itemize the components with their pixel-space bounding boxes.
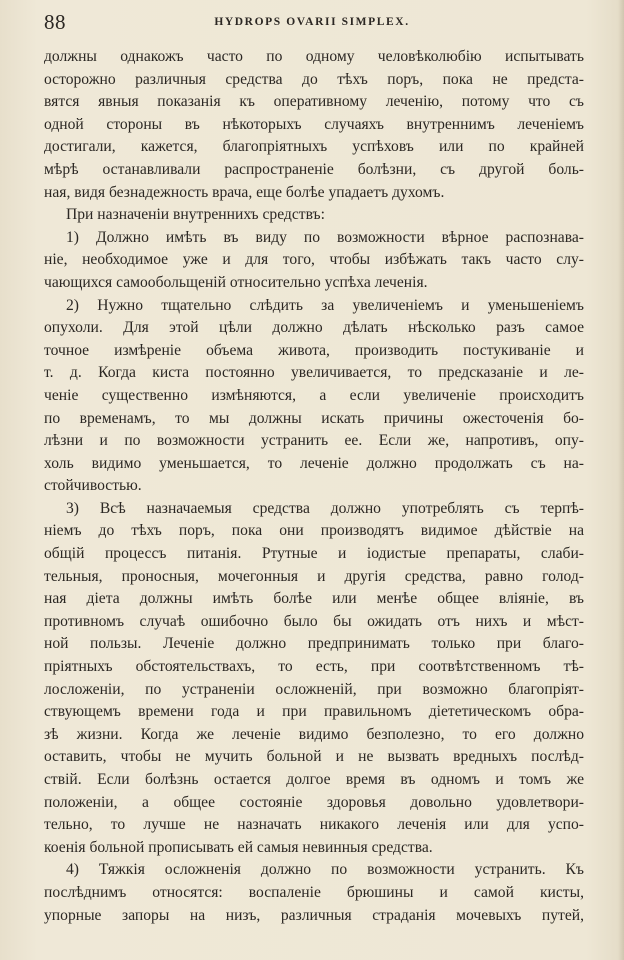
text-line: упорные запоры на низъ, различныя страданія мочевыхъ путей,: [44, 906, 584, 924]
text-line: оставить, чтобы не мучить больной и не вызвать вредныхъ послѣд-: [44, 748, 584, 766]
text-line: 1) Должно имѣть въ виду по возможности вѣрное распознава-: [66, 228, 584, 246]
text-line: вятся явныя показанія къ оперативному леченію, потому что съ: [44, 93, 584, 111]
text-line: лѣзни и по возможности устранить ее. Если же, напротивъ, опу-: [44, 432, 584, 450]
text-line: по временамъ, то мы должны искать причины ожесточенія бо-: [44, 409, 584, 427]
page-edge-shadow: [618, 0, 624, 960]
text-line: т. д. Когда киста постоянно увеличивается, то предсказаніе и ле-: [44, 364, 584, 382]
text-line: достигали, кажется, благопріятныхъ успѣховъ или по крайней: [44, 138, 584, 156]
body-text: [44, 46, 584, 927]
text-line: ніе, необходимое уже и для того, чтобы избѣжать такъ часто слу-: [44, 251, 584, 269]
text-line: 2) Нужно тщательно слѣдить за увеличеніемъ и уменьшеніемъ: [66, 296, 584, 314]
text-line: пріятныхъ обстоятельствахъ, то есть, при соотвѣтственномъ тѣ-: [44, 658, 584, 676]
text-line: общій процессъ питанія. Ртутные и іодистые препараты, слаби-: [44, 545, 584, 563]
text-line: ная діета должны имѣть болѣе или менѣе общее вліяніе, въ: [44, 590, 584, 608]
text-line: холь видимо уменьшается, то леченіе должно продолжать съ на-: [44, 454, 584, 472]
text-line: ствій. Если болѣзнь остается долгое время въ одномъ и томъ же: [44, 771, 584, 788]
text-line: опухоли. Для этой цѣли должно дѣлать нѣсколько разъ самое: [44, 319, 584, 337]
text-line: одной стороны въ нѣкоторыхъ случаяхъ внутреннимъ леченіемъ: [44, 115, 584, 133]
page-number: 88: [44, 10, 66, 34]
text-line: должны однакожъ часто по одному человѣколюбію испытывать: [44, 48, 584, 65]
page-header: [0, 10, 624, 40]
text-line: зѣ жизни. Когда же леченіе видимо безполезно, то его должно: [44, 725, 584, 743]
text-line: противномъ случаѣ ошибочно было бы ожидать отъ нихъ и мѣст-: [44, 612, 584, 630]
text-line: лосложеніи, по устраненіи осложненій, при возможно благопріят-: [44, 680, 584, 698]
text-line: послѣднимъ относятся: воспаленіе брюшины и самой кисты,: [44, 883, 584, 901]
text-line: ной пользы. Леченіе должно предпринимать только при благо-: [44, 635, 584, 653]
text-line: чающихся самообольщеній относительно успѣха леченія.: [44, 273, 428, 291]
text-line: 4) Тяжкія осложненія должно по возможности устранить. Къ: [66, 861, 584, 879]
text-line: При назначеніи внутреннихъ средствъ:: [66, 206, 325, 224]
text-line: тельныя, проносныя, мочегонныя и другія средства, равно голод-: [44, 567, 584, 585]
text-line: положеніи, а общее состояніе здоровья довольно удовлетвори-: [44, 793, 584, 811]
text-line: тельно, то лучше не назначать никакого леченія или для успо-: [44, 816, 584, 834]
text-line: мѣрѣ останавливали распространеніе болѣзни, съ другой боль-: [44, 160, 584, 178]
running-title: HYDROPS OVARII SIMPLEX.: [214, 16, 410, 28]
text-line: стойчивостью.: [44, 477, 142, 495]
text-line: коенія больной прописывать ей самыя невинныя средства.: [44, 838, 433, 856]
text-line: ная, видя безнадежность врача, еще болѣе упадаетъ духомъ.: [44, 183, 445, 201]
text-line: 3) Всѣ назначаемыя средства должно употреблять съ терпѣ-: [66, 499, 584, 517]
text-line: ніемъ до тѣхъ поръ, пока они производятъ видимое дѣйствіе на: [44, 522, 584, 540]
text-line: ченіе существенно измѣняются, а если увеличеніе происходитъ: [44, 386, 584, 404]
text-line: ствующемъ времени года и при правильномъ діететическомъ обра-: [44, 703, 584, 721]
text-line: точное измѣреніе объема живота, производить постукиваніе и: [44, 341, 584, 359]
text-line: осторожно различныя средства до тѣхъ поръ, пока не предста-: [44, 70, 584, 88]
